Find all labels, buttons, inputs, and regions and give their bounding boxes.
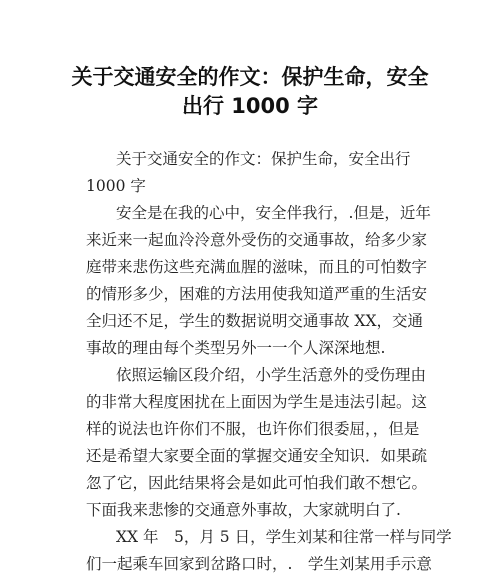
body-line: 样的说法也许你们不服，也许你们很委屈，，但是 xyxy=(86,420,420,438)
document-title-line-1: 关于交通安全的作文：保护生命，安全 xyxy=(71,65,429,89)
body-line: 来近来一起血泠泠意外受伤的交通事故，给多少家 xyxy=(86,231,428,249)
body-line: 安全是在我的心中，安全伴我行，.但是，近年 xyxy=(116,204,431,222)
body-line: 全归还不足，学生的数据说明交通事故 XX，交通 xyxy=(86,312,423,330)
body-line: 的非常大程度困扰在上面因为学生是违法引起。这 xyxy=(86,393,428,411)
body-line: 事故的理由每个类型另外一一个人深深地想. xyxy=(86,339,386,357)
body-line: 下面我来悲惨的交通意外事故，大家就明白了. xyxy=(86,501,401,519)
body-line: 庭带来悲伤这些充满血腥的滋味，而且的可怕数字 xyxy=(86,258,428,276)
document-title-line-2: 出行 1000 字 xyxy=(181,94,319,118)
body-line: 关于交通安全的作文：保护生命，安全出行 xyxy=(116,150,411,168)
body-line: 们一起乘车回家到岔路口时，. 学生刘某用手示意 xyxy=(86,555,432,573)
body-line: 依照运输区段介绍，小学生活意外的受伤理由 xyxy=(116,366,427,384)
body-line: 忽了它，因此结果将会是如此可怕我们敢不想它。 xyxy=(86,474,428,492)
body-line: 1000 字 xyxy=(86,177,146,195)
body-line: 的情形多少，困难的方法用使我知道严重的生活安 xyxy=(86,285,428,303)
body-line: 还是希望大家要全面的掌握交通安全知识．如果疏 xyxy=(86,447,428,465)
body-line: XX 年 5，月 5 日，学生刘某和往常一样与同学 xyxy=(116,528,452,546)
